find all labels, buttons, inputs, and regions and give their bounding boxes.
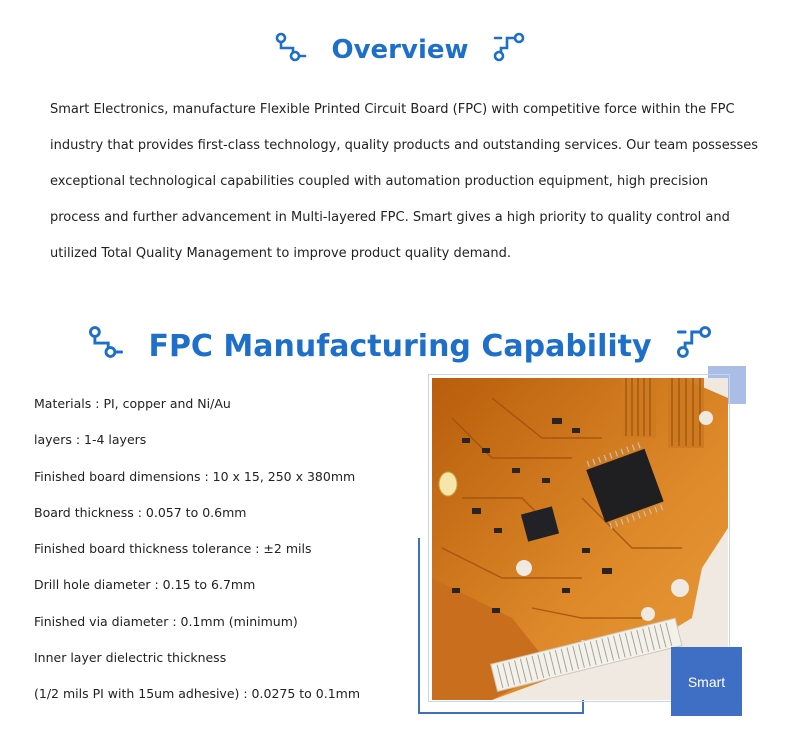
spec-item: Inner layer dielectric thickness (34, 650, 227, 666)
spec-item: layers : 1-4 layers (34, 432, 147, 448)
frame-line-bottom-tick (582, 700, 584, 714)
overview-title: Overview (331, 35, 469, 65)
circuit-right-icon (674, 325, 714, 367)
circuit-left-icon (86, 325, 126, 367)
spec-item: Drill hole diameter : 0.15 to 6.7mm (34, 577, 256, 593)
spec-item: Finished via diameter : 0.1mm (minimum) (34, 613, 298, 629)
circuit-left-icon (273, 32, 309, 69)
spec-item: Finished board thickness tolerance : ±2 mils (34, 541, 312, 557)
capability-title: FPC Manufacturing Capability (148, 328, 652, 364)
spec-item: Board thickness : 0.057 to 0.6mm (34, 504, 247, 520)
spec-item: Materials : PI, copper and Ni/Au (34, 396, 231, 411)
overview-heading (0, 26, 800, 74)
spec-item: Finished board dimensions : 10 x 15, 250 x 380mm (34, 468, 356, 484)
frame-line-left (418, 538, 420, 714)
spec-item: (1/2 mils PI with 15um adhesive) : 0.0275 to 0.1mm (34, 686, 361, 702)
circuit-right-icon (491, 32, 527, 69)
brand-label: Smart (671, 647, 742, 716)
overview-paragraph: Smart Electronics, manufacture Flexible Printed Circuit Board (FPC) with competitive force within the FPC industry that provides first-class technology, quality products and outstanding services. Our team possesses exceptional technological capabilities coupled with automation production equipment, high precision process and further advancement in Multi-layered FPC. Smart gives a high priority to quality control and utilized Total Quality Management to improve product quality demand. (50, 102, 759, 261)
frame-line-bottom (418, 712, 584, 714)
capability-spec-list (34, 386, 424, 713)
capability-heading (0, 320, 800, 372)
